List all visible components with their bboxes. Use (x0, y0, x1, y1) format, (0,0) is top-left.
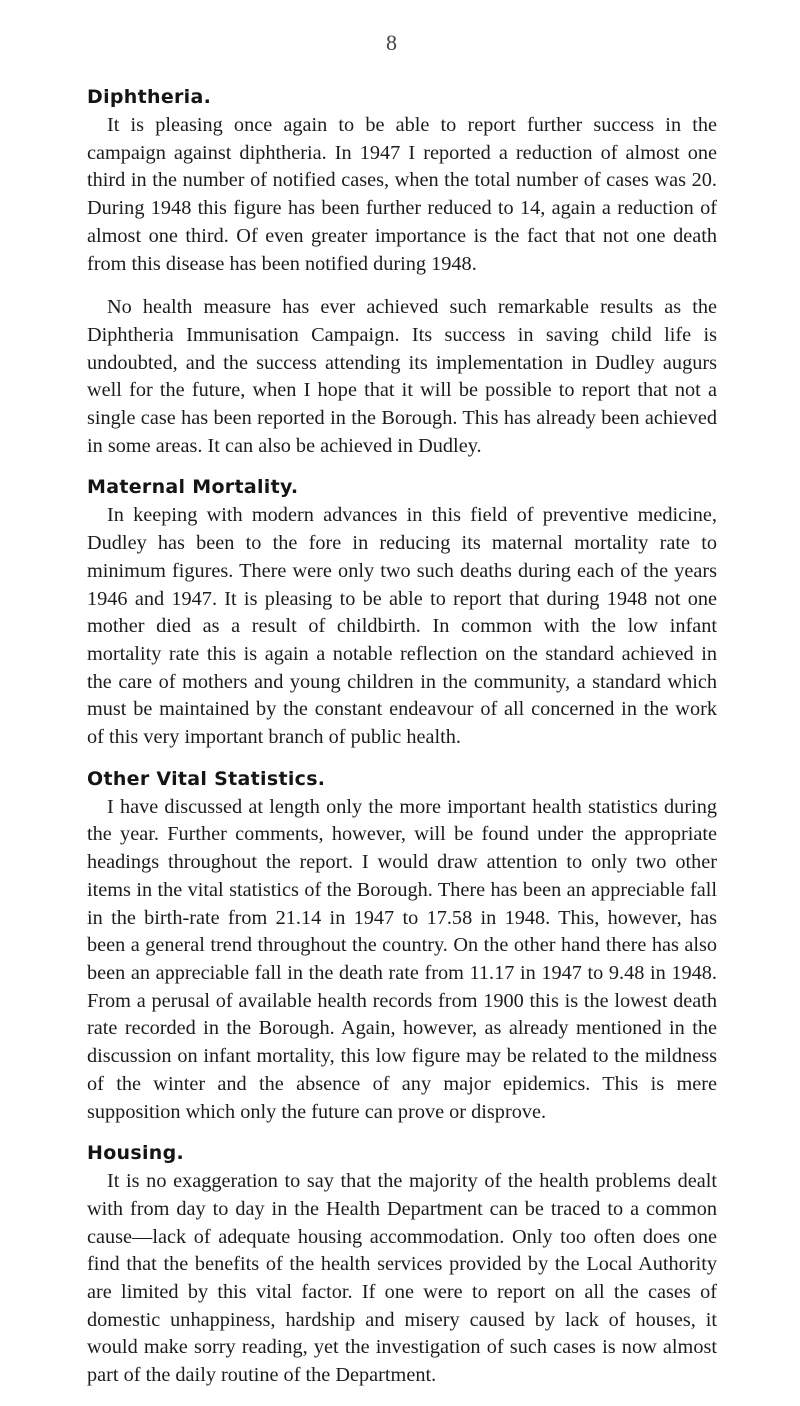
page-body (87, 86, 717, 1406)
section-heading: Housing. (87, 1142, 185, 1165)
paragraph: In keeping with modern advances in this field of preventive medicine, Dudley has been to the fore in reducing its maternal mortality rate to minimum figures. There were only two such deaths during each of the years 1946 and 1947. It is pleasing to be able to report that during 1948 not one mother died as a result of childbirth. In common with the low infant mortality rate this is again a notable reflection on the standard achieved in the care of mothers and young children in the community, a standard which must be maintained by the constant endeavour of all concerned in the work of this very important branch of public health. (87, 504, 717, 749)
section-maternal-mortality (87, 476, 717, 751)
section-diphtheria (87, 86, 717, 460)
page-number: 8 (386, 30, 397, 55)
section-heading: Diphtheria. (87, 86, 212, 108)
paragraph: It is pleasing once again to be able to report further success in the campaign against diphtheria. In 1947 I reported a reduction of almost one third in the number of notified cases, when the total number of cases was 20. During 1948 this figure has been further reduced to 14, again a reduction of almost one third. Of even greater importance is the fact that not one death from this disease has been notified during 1948. (87, 114, 717, 275)
paragraph: I have discussed at length only the more important health statistics during the year. Further comments, however, will be found under the appropriate headings throughout the report. I would draw attention to only two other items in the vital statistics of the Borough. There has been an appreciable fall in the birth-rate from 21.14 in 1947 to 17.58 in 1948. This, however, has been a general trend throughout the country. On the other hand there has also been an appreciable fall in the death rate from 11.17 in 1947 to 9.48 in 1948. From a perusal of available health records from 1900 this is the lowest death rate recorded in the Borough. Again, however, as already mentioned in the discussion on infant mortality, this low figure may be related to the mildness of the winter and the absence of any major epidemics. This is mere supposition which only the future can prove or disprove. (87, 795, 717, 1123)
section-heading: Other Vital Statistics. (87, 767, 326, 790)
section-heading: Maternal Mortality. (87, 476, 299, 499)
section-other-vital-statistics (87, 768, 717, 1126)
paragraph: It is no exaggeration to say that the majority of the health problems dealt with from day to day in the Health Department can be traced to a common cause—lack of adequate housing accommodation. Only too often does one find that the benefits of the health services provided by the Local Authority are limited by this vital factor. If one were to report on all the cases of domestic unhappiness, hardship and misery caused by lack of houses, it would make sorry reading, yet the investigation of such cases is now almost part of the daily routine of the Department. (87, 1170, 717, 1387)
paragraph: No health measure has ever achieved such remarkable results as the Diphtheria Immunisation Campaign. Its success in saving child life is undoubted, and the success attending its implementation in Dudley augurs well for the future, when I hope that it will be possible to report that not a single case has been reported in the Borough. This has already been achieved in some areas. It can also be achieved in Dudley. (87, 296, 717, 457)
